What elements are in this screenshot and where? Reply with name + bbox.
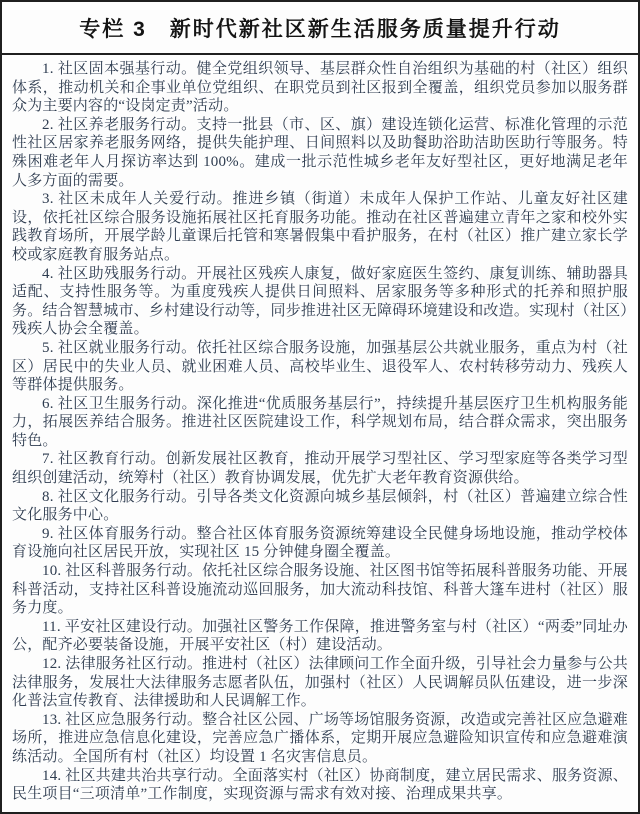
action-paragraph-2: 2. 社区养老服务行动。支持一批县（市、区、旗）建设连锁化运营、标准化管理的示范性社区居家养老服务网络，提供失能护理、日间照料以及助餐助浴助洁助医助行等服务。特殊困难老年人月探访率达到 100%。建成一批示范性城乡老年友好型社区，更好地满足老年人多方面的需要。	[12, 116, 628, 189]
action-paragraph-6: 6. 社区卫生服务行动。深化推进“优质服务基层行”，持续提升基层医疗卫生机构服务能力，拓展医养结合服务。推进社区医院建设工作，科学规划布局，结合群众需求，突出服务特色。	[12, 395, 628, 449]
action-paragraph-13: 13. 社区应急服务行动。整合社区公园、广场等场馆服务资源，改造或完善社区应急避难场所，推进应急信息化建设，完善应急广播体系，定期开展应急避险知识宣传和应急避难演练活动。全国所有村（社区）均设置 1 名灾害信息员。	[12, 711, 628, 765]
action-paragraph-4: 4. 社区助残服务行动。开展社区残疾人康复，做好家庭医生签约、康复训练、辅助器具适配、支持性服务等。为重度残疾人提供日间照料、居家服务等多种形式的托养和照护服务。结合智慧城市、乡村建设行动等，同步推进社区无障碍环境建设和改造。实现村（社区）残疾人协会全覆盖。	[12, 265, 628, 338]
action-paragraph-5: 5. 社区就业服务行动。依托社区综合服务设施，加强基层公共就业服务，重点为村（社区）居民中的失业人员、就业困难人员、高校毕业生、退役军人、农村转移劳动力、残疾人等群体提供服务。	[12, 339, 628, 394]
action-paragraph-9: 9. 社区体育服务行动。整合社区体育服务资源统筹建设全民健身场地设施，推动学校体育设施向社区居民开放，实现社区 15 分钟健身圈全覆盖。	[12, 525, 628, 561]
action-paragraph-12: 12. 法律服务社区行动。推进村（社区）法律顾问工作全面升级，引导社会力量参与公共法律服务，发展壮大法律服务志愿者队伍，加强村（社区）人民调解员队伍建设，进一步深化普法宣传教育、法律援助和人民调解工作。	[12, 656, 628, 710]
panel-header	[2, 2, 638, 55]
panel-title: 专栏 3 新时代新社区新生活服务质量提升行动	[79, 17, 561, 41]
action-paragraph-14: 14. 社区共建共治共享行动。全面落实村（社区）协商制度，建立居民需求、服务资源、民生项目“三项清单”工作制度，实现资源与需求有效对接、治理成果共享。	[12, 767, 628, 803]
action-paragraph-8: 8. 社区文化服务行动。引导各类文化资源向城乡基层倾斜，村（社区）普遍建立综合性文化服务中心。	[12, 488, 628, 524]
panel-body	[2, 55, 638, 804]
action-paragraph-11: 11. 平安社区建设行动。加强社区警务工作保障，推进警务室与村（社区）“两委”同址办公，配齐必要装备设施，开展平安社区（村）建设活动。	[12, 618, 628, 654]
action-paragraph-7: 7. 社区教育行动。创新发展社区教育，推动开展学习型社区、学习型家庭等各类学习型组织创建活动，统筹村（社区）教育协调发展，优先扩大老年教育资源供给。	[12, 451, 628, 487]
action-paragraph-3: 3. 社区未成年人关爱行动。推进乡镇（街道）未成年人保护工作站、儿童友好社区建设，依托社区综合服务设施拓展社区托育服务功能。推动在社区普遍建立青年之家和校外实践教育场所，开展学龄儿童课后托管和寒暑假集中看护服务，在村（社区）推广建立家长学校或家庭教育服务站点。	[12, 191, 628, 263]
action-paragraph-10: 10. 社区科普服务行动。依托社区综合服务设施、社区图书馆等拓展科普服务功能、开展科普活动，支持社区科普设施流动巡回服务，加大流动科技馆、科普大篷车进村（社区）服务力度。	[12, 563, 628, 617]
action-paragraph-1: 1. 社区固本强基行动。健全党组织领导、基层群众性自治组织为基础的村（社区）组织体系，推动机关和企事业单位党组织、在职党员到社区报到全覆盖，组织党员参加以服务群众为主要内容的“设岗定责”活动。	[12, 61, 628, 115]
